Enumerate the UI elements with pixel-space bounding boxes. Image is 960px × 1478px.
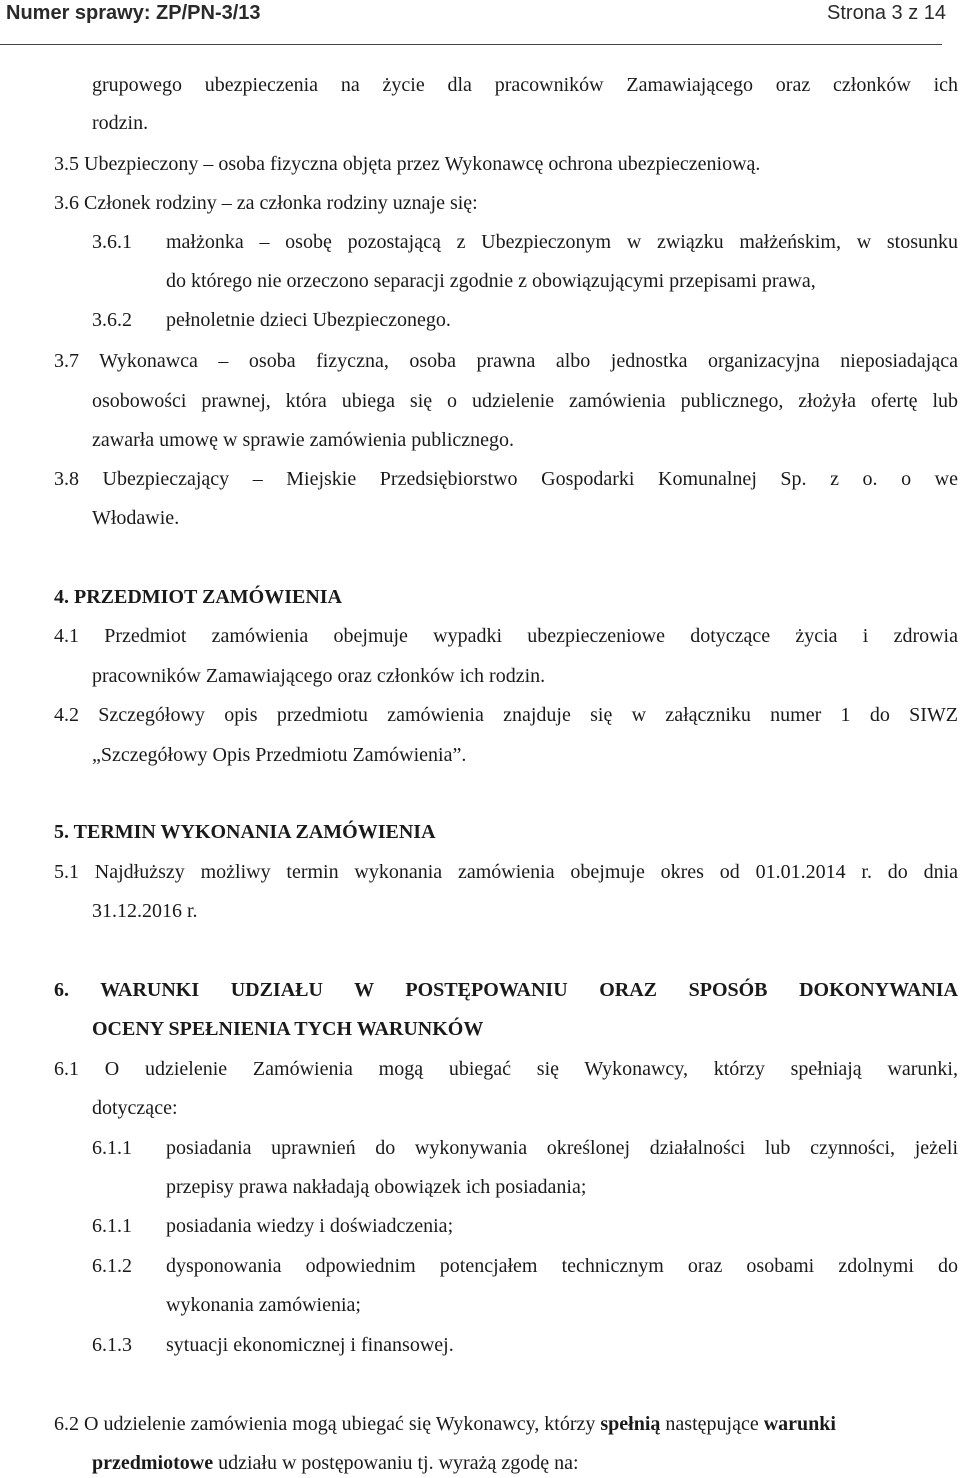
item-6-2 <box>54 1411 958 1437</box>
item-6-2-text: 6.2 O udzielenie zamówienia mogą ubiegać się Wykonawcy, którzy <box>54 1413 601 1435</box>
item-6-1-1-text: posiadania uprawnień do wykonywania określonej działalności lub czynności, jeżeli <box>166 1137 958 1159</box>
item-6-1-3-number: 6.1.3 <box>92 1334 132 1356</box>
item-6-1-2-number: 6.1.2 <box>92 1255 132 1277</box>
item-3-6-1-text-cont: do którego nie orzeczono separacji zgodnie z obowiązującymi przepisami prawa, <box>166 270 816 292</box>
item-3-5: 3.5 Ubezpieczony – osoba fizyczna objęta przez Wykonawcę ochrona ubezpieczeniową. <box>54 153 761 175</box>
section-5-heading: 5. TERMIN WYKONANIA ZAMÓWIENIA <box>54 821 436 843</box>
header-divider <box>0 44 942 45</box>
paragraph-line: grupowego ubezpieczenia na życie dla pracowników Zamawiającego oraz członków ich <box>92 74 958 96</box>
item-6-1-1b-text: posiadania wiedzy i doświadczenia; <box>166 1215 454 1237</box>
item-5-1-cont: 31.12.2016 r. <box>92 900 198 922</box>
item-4-2: 4.2 Szczegółowy opis przedmiotu zamówienia znajduje się w załączniku numer 1 do SIWZ <box>54 704 958 726</box>
item-6-1-2-text: dysponowania odpowiednim potencjałem technicznym oraz osobami zdolnymi do <box>166 1255 958 1277</box>
item-5-1: 5.1 Najdłuższy możliwy termin wykonania zamówienia obejmuje okres od 01.01.2014 r. do dnia <box>54 861 958 883</box>
item-6-1-3-text: sytuacji ekonomicznej i finansowej. <box>166 1334 454 1356</box>
item-6-1-1b-number: 6.1.1 <box>92 1215 132 1237</box>
item-3-7: 3.7 Wykonawca – osoba fizyczna, osoba prawna albo jednostka organizacyjna nieposiadająca <box>54 350 958 372</box>
item-6-1-cont: dotyczące: <box>92 1097 178 1119</box>
page-header <box>0 0 960 46</box>
page-number: Strona 3 z 14 <box>827 2 946 24</box>
item-3-6: 3.6 Członek rodziny – za członka rodziny uznaje się: <box>54 192 478 214</box>
item-6-2-bold: warunki <box>763 1413 836 1435</box>
item-6-1-2-text-cont: wykonania zamówienia; <box>166 1294 361 1316</box>
item-3-8: 3.8 Ubezpieczający – Miejskie Przedsiębiorstwo Gospodarki Komunalnej Sp. z o. o we <box>54 468 958 490</box>
item-6-2-bold: spełnią <box>600 1413 661 1435</box>
case-number: Numer sprawy: ZP/PN-3/13 <box>6 2 261 24</box>
section-6-heading-cont: OCENY SPEŁNIENIA TYCH WARUNKÓW <box>92 1018 484 1040</box>
item-3-8-cont: Włodawie. <box>92 507 180 529</box>
section-6-heading: 6. WARUNKI UDZIAŁU W POSTĘPOWANIU ORAZ SPOSÓB DOKONYWANIA <box>54 979 958 1001</box>
item-3-7-cont: zawarła umowę w sprawie zamówienia publicznego. <box>92 429 515 451</box>
item-6-1: 6.1 O udzielenie Zamówienia mogą ubiegać się Wykonawcy, którzy spełniają warunki, <box>54 1058 958 1080</box>
item-6-1-1-number: 6.1.1 <box>92 1137 132 1159</box>
item-3-6-2-text: pełnoletnie dzieci Ubezpieczonego. <box>166 309 451 331</box>
item-3-6-1-number: 3.6.1 <box>92 231 132 253</box>
item-3-6-1-text: małżonka – osobę pozostającą z Ubezpieczonym w związku małżeńskim, w stosunku <box>166 231 958 253</box>
item-4-1: 4.1 Przedmiot zamówienia obejmuje wypadki ubezpieczeniowe dotyczące życia i zdrowia <box>54 625 958 647</box>
paragraph-line: rodzin. <box>92 112 149 134</box>
item-6-1-1-text-cont: przepisy prawa nakładają obowiązek ich posiadania; <box>166 1176 587 1198</box>
item-3-7-cont: osobowości prawnej, która ubiega się o udzielenie zamówienia publicznego, złożyła ofertę lub <box>92 390 958 412</box>
item-4-1-cont: pracowników Zamawiającego oraz członków ich rodzin. <box>92 665 546 687</box>
section-4-heading: 4. PRZEDMIOT ZAMÓWIENIA <box>54 586 342 608</box>
item-3-6-2-number: 3.6.2 <box>92 309 132 331</box>
item-6-2-text: udziału w postępowaniu tj. wyrażą zgodę na: <box>213 1452 579 1474</box>
item-6-2-text: następujące <box>660 1413 764 1435</box>
item-6-2-cont <box>92 1450 579 1476</box>
item-6-2-bold: przedmiotowe <box>92 1452 214 1474</box>
item-4-2-cont: „Szczegółowy Opis Przedmiotu Zamówienia”. <box>92 744 467 766</box>
